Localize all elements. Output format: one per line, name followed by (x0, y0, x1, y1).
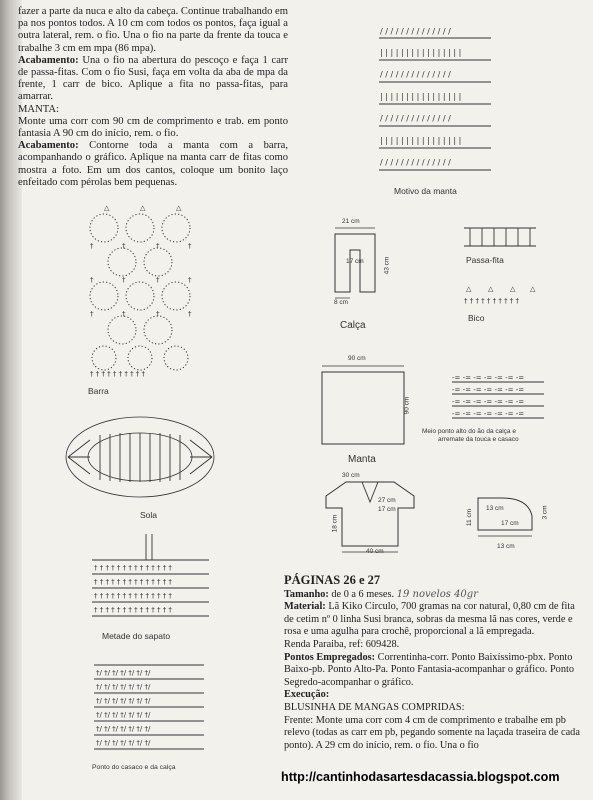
blusinha-heading: BLUSINHA DE MANGAS COMPRIDAS: (284, 701, 465, 713)
svg-text:/ / / / / / / / / / / / / /: / / / / / / / / / / / / / / (380, 70, 451, 79)
manga-right-dim: 3 cm (541, 505, 549, 520)
bico-label: Bico (468, 313, 485, 323)
acabamento-heading: Acabamento: (18, 140, 79, 152)
svg-text:†/ †/ †/ †/ †/ †/ †/: †/ †/ †/ †/ †/ †/ †/ (96, 739, 151, 747)
svg-text:| | | | | | | | | | | | | | |: | | | | | | | | | | | | | | | | (380, 48, 462, 57)
manga-diagram (472, 492, 542, 540)
svg-text:†/ †/ †/ †/ †/ †/ †/: †/ †/ †/ †/ †/ †/ †/ (96, 711, 151, 719)
paragraph-acabamento-manta (18, 140, 288, 189)
manga-left-dim: 11 cm (466, 508, 474, 527)
svg-text:† † † † † † † † † † † † † †: † † † † † † † † † † † † † † (94, 592, 172, 600)
svg-text:†: † (156, 276, 160, 284)
svg-text:△: △ (176, 204, 182, 212)
svg-text:△: △ (488, 285, 494, 293)
frente-paragraph: Frente: Monte uma corr com 4 cm de comprimento e trabalhe em pb relevo (todas as carr em pb, pegando somente na laçada traseira de cada ponto). A 29 cm do início, rem. o fio. Una o fio (284, 714, 580, 751)
svg-text:| | | | | | | | | | | | | | |: | | | | | | | | | | | | | | | | (380, 92, 462, 101)
casaco-b-dim: 17 cm (378, 506, 396, 513)
ponto-casaco-label: Ponto do casaco e da calça (92, 764, 176, 771)
calca-top-dim: 21 cm (342, 218, 360, 225)
svg-text:†: † (188, 242, 192, 250)
manga-bottom-dim: 13 cm (497, 543, 515, 550)
svg-text:† † † † † † † † † †: † † † † † † † † † † (90, 370, 146, 378)
barra-diagram (70, 200, 210, 380)
svg-text:† † † † † † † † † † † † † †: † † † † † † † † † † † † † † (94, 564, 172, 572)
acabamento-body: Una o fio na abertura do pescoço e faça 1 carr de passa-fitas. Com o fio Susi, faça em volta da aba de mpa da frente, 1 carr de bico. Aplique a fita no passa-fitas, para amarrar. (18, 54, 288, 103)
calca-bottom-dim: 8 cm (334, 299, 349, 306)
motivo-manta-label: Motivo da manta (394, 186, 457, 196)
pattern-title: PÁGINAS 26 e 27 (284, 573, 381, 587)
pontos-line (284, 652, 584, 690)
svg-text:† † † † † † † † † † † † † †: † † † † † † † † † † † † † † (94, 606, 172, 614)
tamanho-line (284, 589, 584, 602)
material-label: Material: (284, 601, 326, 613)
meio-ponto-alto-diagram (448, 372, 548, 426)
svg-text:†/ †/ †/ †/ †/ †/ †/: †/ †/ †/ †/ †/ †/ †/ (96, 683, 151, 691)
manta-top-dim: 90 cm (348, 355, 366, 362)
renda-line: Renda Paraiba, ref: 609428. (284, 638, 400, 650)
svg-text:†: † (122, 242, 126, 250)
svg-text:-= -= -= -= -= -= -=: -= -= -= -= -= -= -= (452, 374, 525, 382)
acabamento-body: Contorne toda a manta com a barra, acompanhando o gráfico. Aplique na manta carr de fitas como mostra a foto. Em um dos cantos, coloque um bonito laço enfeitado com pérolas bem pequenas. (18, 140, 288, 188)
execucao-heading: Execução: (284, 689, 330, 701)
sola-diagram (60, 410, 220, 505)
pontos-value: Correntinha-corr. Ponto Baixíssimo-pbx. Ponto Baixo-pb. Ponto Alto-Pa. Ponto Fantasia-acompanhar o gráfico. Ponto Segredo-acompanhar o gráfico. (284, 651, 574, 688)
material-value: Lã Kiko Círculo, 700 gramas na cor natural, 0,80 cm de fita de cetim nº 0 linha Susi branca, sobras da mesma lã nas cores, verde e rosa e uma agulha para crochê, proporcional a lã empregada. (284, 601, 575, 638)
tamanho-value: de 0 a 6 meses. (328, 588, 395, 600)
arremate-label: arremate da touca e casaco (438, 436, 519, 443)
passa-fita-diagram (460, 222, 540, 252)
svg-text:†: † (122, 276, 126, 284)
svg-text:△: △ (104, 204, 110, 212)
svg-text:†/ †/ †/ †/ †/ †/ †/: †/ †/ †/ †/ †/ †/ †/ (96, 669, 151, 677)
casaco-bottom-dim: 40 cm (366, 548, 384, 555)
blog-url-link[interactable]: http://cantinhodasartesdacassia.blogspot.com (281, 770, 560, 784)
svg-text:† † † † † † † † † † † † † †: † † † † † † † † † † † † † † (94, 578, 172, 586)
svg-text:/ / / / / / / / / / / / / /: / / / / / / / / / / / / / / (380, 158, 451, 167)
manta-label: Manta (348, 454, 376, 465)
manta-diagram (318, 362, 411, 447)
calca-label: Calça (340, 320, 366, 331)
casaco-side-dim: 18 cm (331, 514, 339, 533)
metade-sapato-diagram (88, 530, 213, 625)
passa-fita-label: Passa-fita (466, 255, 504, 265)
svg-text:-= -= -= -= -= -= -=: -= -= -= -= -= -= -= (452, 398, 525, 406)
svg-text:†: † (188, 276, 192, 284)
svg-text:†/ †/ †/ †/ †/ †/ †/: †/ †/ †/ †/ †/ †/ †/ (96, 725, 151, 733)
svg-text:/ / / / / / / / / / / / / /: / / / / / / / / / / / / / / (380, 114, 451, 123)
paragraph-touca: fazer a parte da nuca e alto da cabeça. Continue trabalhando em pa nos pontos todos. A 10 cm com todos os pontos, faça igual a outra lateral, rem. o fio. Una o fio na parte da frente da touca e trabalhe 3 cm em mpa (86 mpa). (18, 6, 288, 54)
svg-text:† † † † † † † † † †: † † † † † † † † † † (464, 297, 520, 305)
meio-ponto-label: Meio ponto alto do ão da calça e (422, 428, 516, 435)
calca-mid-dim: 17 cm (346, 258, 364, 265)
svg-text:†: † (90, 276, 94, 284)
paragraph-acabamento-touca (18, 55, 288, 104)
calca-side-dim: 43 cm (383, 256, 391, 275)
metade-sapato-label: Metade do sapato (102, 631, 171, 641)
svg-text:†: † (156, 242, 160, 250)
pontos-label: Pontos Empregados: (284, 651, 376, 663)
svg-text:†: † (156, 310, 160, 318)
manga-b-dim: 17 cm (501, 520, 519, 527)
svg-text:| | | | | | | | | | | | | | |: | | | | | | | | | | | | | | | | (380, 136, 462, 145)
paragraph-manta: Monte uma corr com 90 cm de comprimento e trab. em ponto fantasia A 90 cm do início, rem. o fio. (18, 115, 288, 140)
bico-diagram (460, 283, 540, 309)
svg-text:△: △ (466, 285, 472, 293)
svg-text:†: † (122, 310, 126, 318)
svg-text:-= -= -= -= -= -= -=: -= -= -= -= -= -= -= (452, 386, 525, 394)
pattern-instructions (284, 574, 584, 752)
acabamento-heading: Acabamento: (18, 54, 79, 66)
left-text-column (18, 6, 288, 189)
svg-text:/ / / / / / / / / / / / / /: / / / / / / / / / / / / / / (380, 27, 451, 36)
sola-label: Sola (140, 510, 158, 520)
material-line (284, 601, 584, 639)
svg-text:△: △ (140, 204, 146, 212)
casaco-a-dim: 27 cm (378, 497, 396, 504)
manta-heading: MANTA: (18, 103, 59, 115)
manta-side-dim: 90 cm (403, 396, 411, 415)
svg-text:△: △ (530, 285, 536, 293)
manga-a-dim: 13 cm (486, 505, 504, 512)
svg-text:-= -= -= -= -= -= -=: -= -= -= -= -= -= -= (452, 410, 525, 418)
barra-label: Barra (88, 386, 109, 396)
casaco-top-dim: 30 cm (342, 472, 360, 479)
tamanho-label: Tamanho: (284, 588, 329, 600)
motivo-manta-diagram (375, 20, 495, 180)
handwritten-note: 19 novelos 40gr (396, 588, 478, 600)
svg-text:†: † (90, 310, 94, 318)
svg-text:†/ †/ †/ †/ †/ †/ †/: †/ †/ †/ †/ †/ †/ †/ (96, 697, 151, 705)
svg-text:†: † (188, 310, 192, 318)
svg-text:†: † (90, 242, 94, 250)
svg-text:△: △ (510, 285, 516, 293)
ponto-casaco-diagram (88, 655, 210, 760)
